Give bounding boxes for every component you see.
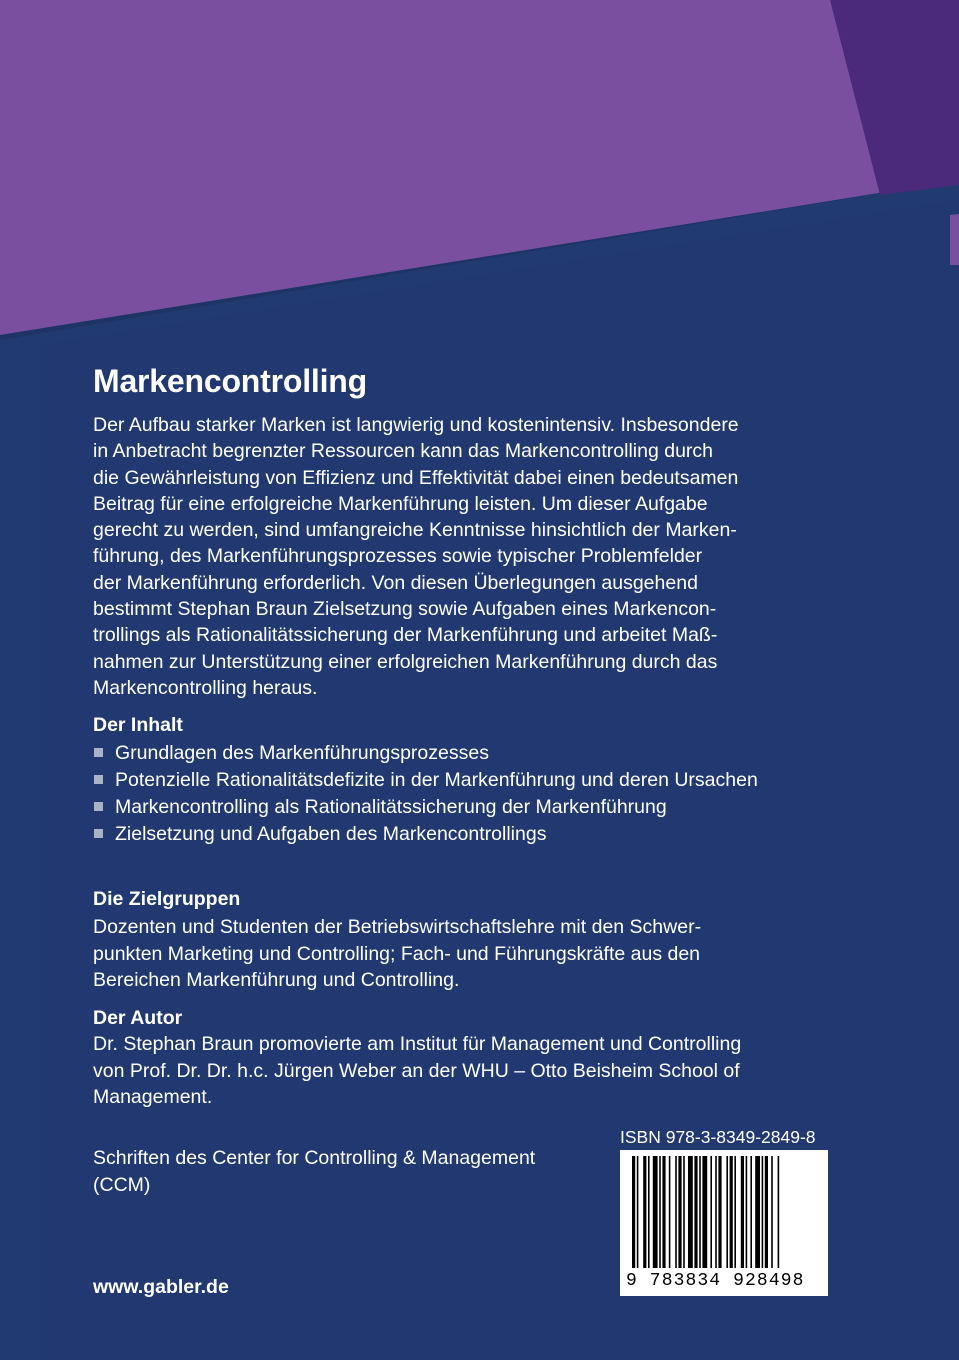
list-item: Grundlagen des Markenführungsprozesses [93,740,813,767]
square-bullet-icon [94,748,103,757]
barcode-digits: 9 783834 928498 [626,1271,805,1291]
zielgruppen-text: Dozenten und Studenten der Betriebswirtschaftslehre mit den Schwer- punkten Marketing und Controlling; Fach- und Führungskräfte aus den Bereichen Markenführung und Controlling. [93,916,702,991]
book-title: Markencontrolling [93,363,367,399]
isbn-label: ISBN 978-3-8349-2849-8 [620,1127,816,1147]
series-title: Schriften des Center for Controlling & Management (CCM) [93,1147,536,1196]
autor-heading: Der Autor [93,1007,183,1029]
square-bullet-icon [94,829,103,838]
zielgruppen-heading: Die Zielgruppen [93,888,241,910]
list-item: Potenzielle Rationalitätsdefizite in der Markenführung und deren Ursachen [93,767,775,794]
autor-text: Dr. Stephan Braun promovierte am Institut für Management und Controlling von Prof. Dr. Dr. h.c. Jürgen Weber an der WHU – Otto Beisheim School of Management. [93,1033,742,1108]
inhalt-heading: Der Inhalt [93,714,183,736]
square-bullet-icon [94,775,103,784]
list-item: Markencontrolling als Rationalitätssicherung der Markenführung [93,794,813,821]
website-link[interactable]: www.gabler.de [93,1276,229,1298]
intro-text: Der Aufbau starker Marken ist langwierig und kostenintensiv. Insbesondere in Anbetracht begrenzter Ressourcen kann das Markencontrolling durch die Gewährleistung von Effizienz und Effektivität dabei einen bedeutsamen Beitrag für eine erfolgreiche Markenführung leisten. Um dieser Aufgabe gerecht zu werden, sind umfangreiche Kenntnisse hinsichtlich der Marken- führung, des Markenführungsprozesses sowie typischer Problemfelder der Markenführung erforderlich. Von diesen Überlegungen ausgehend bestimmt Stephan Braun Zielsetzung sowie Aufgaben eines Markencon- trollings als Rationalitätssicherung der Markenführung und arbeitet Maß- nahmen zur Unterstützung einer erfolgreichen Markenführung durch das Markencontrolling heraus. [93,414,739,699]
square-bullet-icon [94,802,103,811]
list-item: Zielsetzung und Aufgaben des Markencontrollings [93,821,813,848]
inhalt-list [93,740,813,848]
